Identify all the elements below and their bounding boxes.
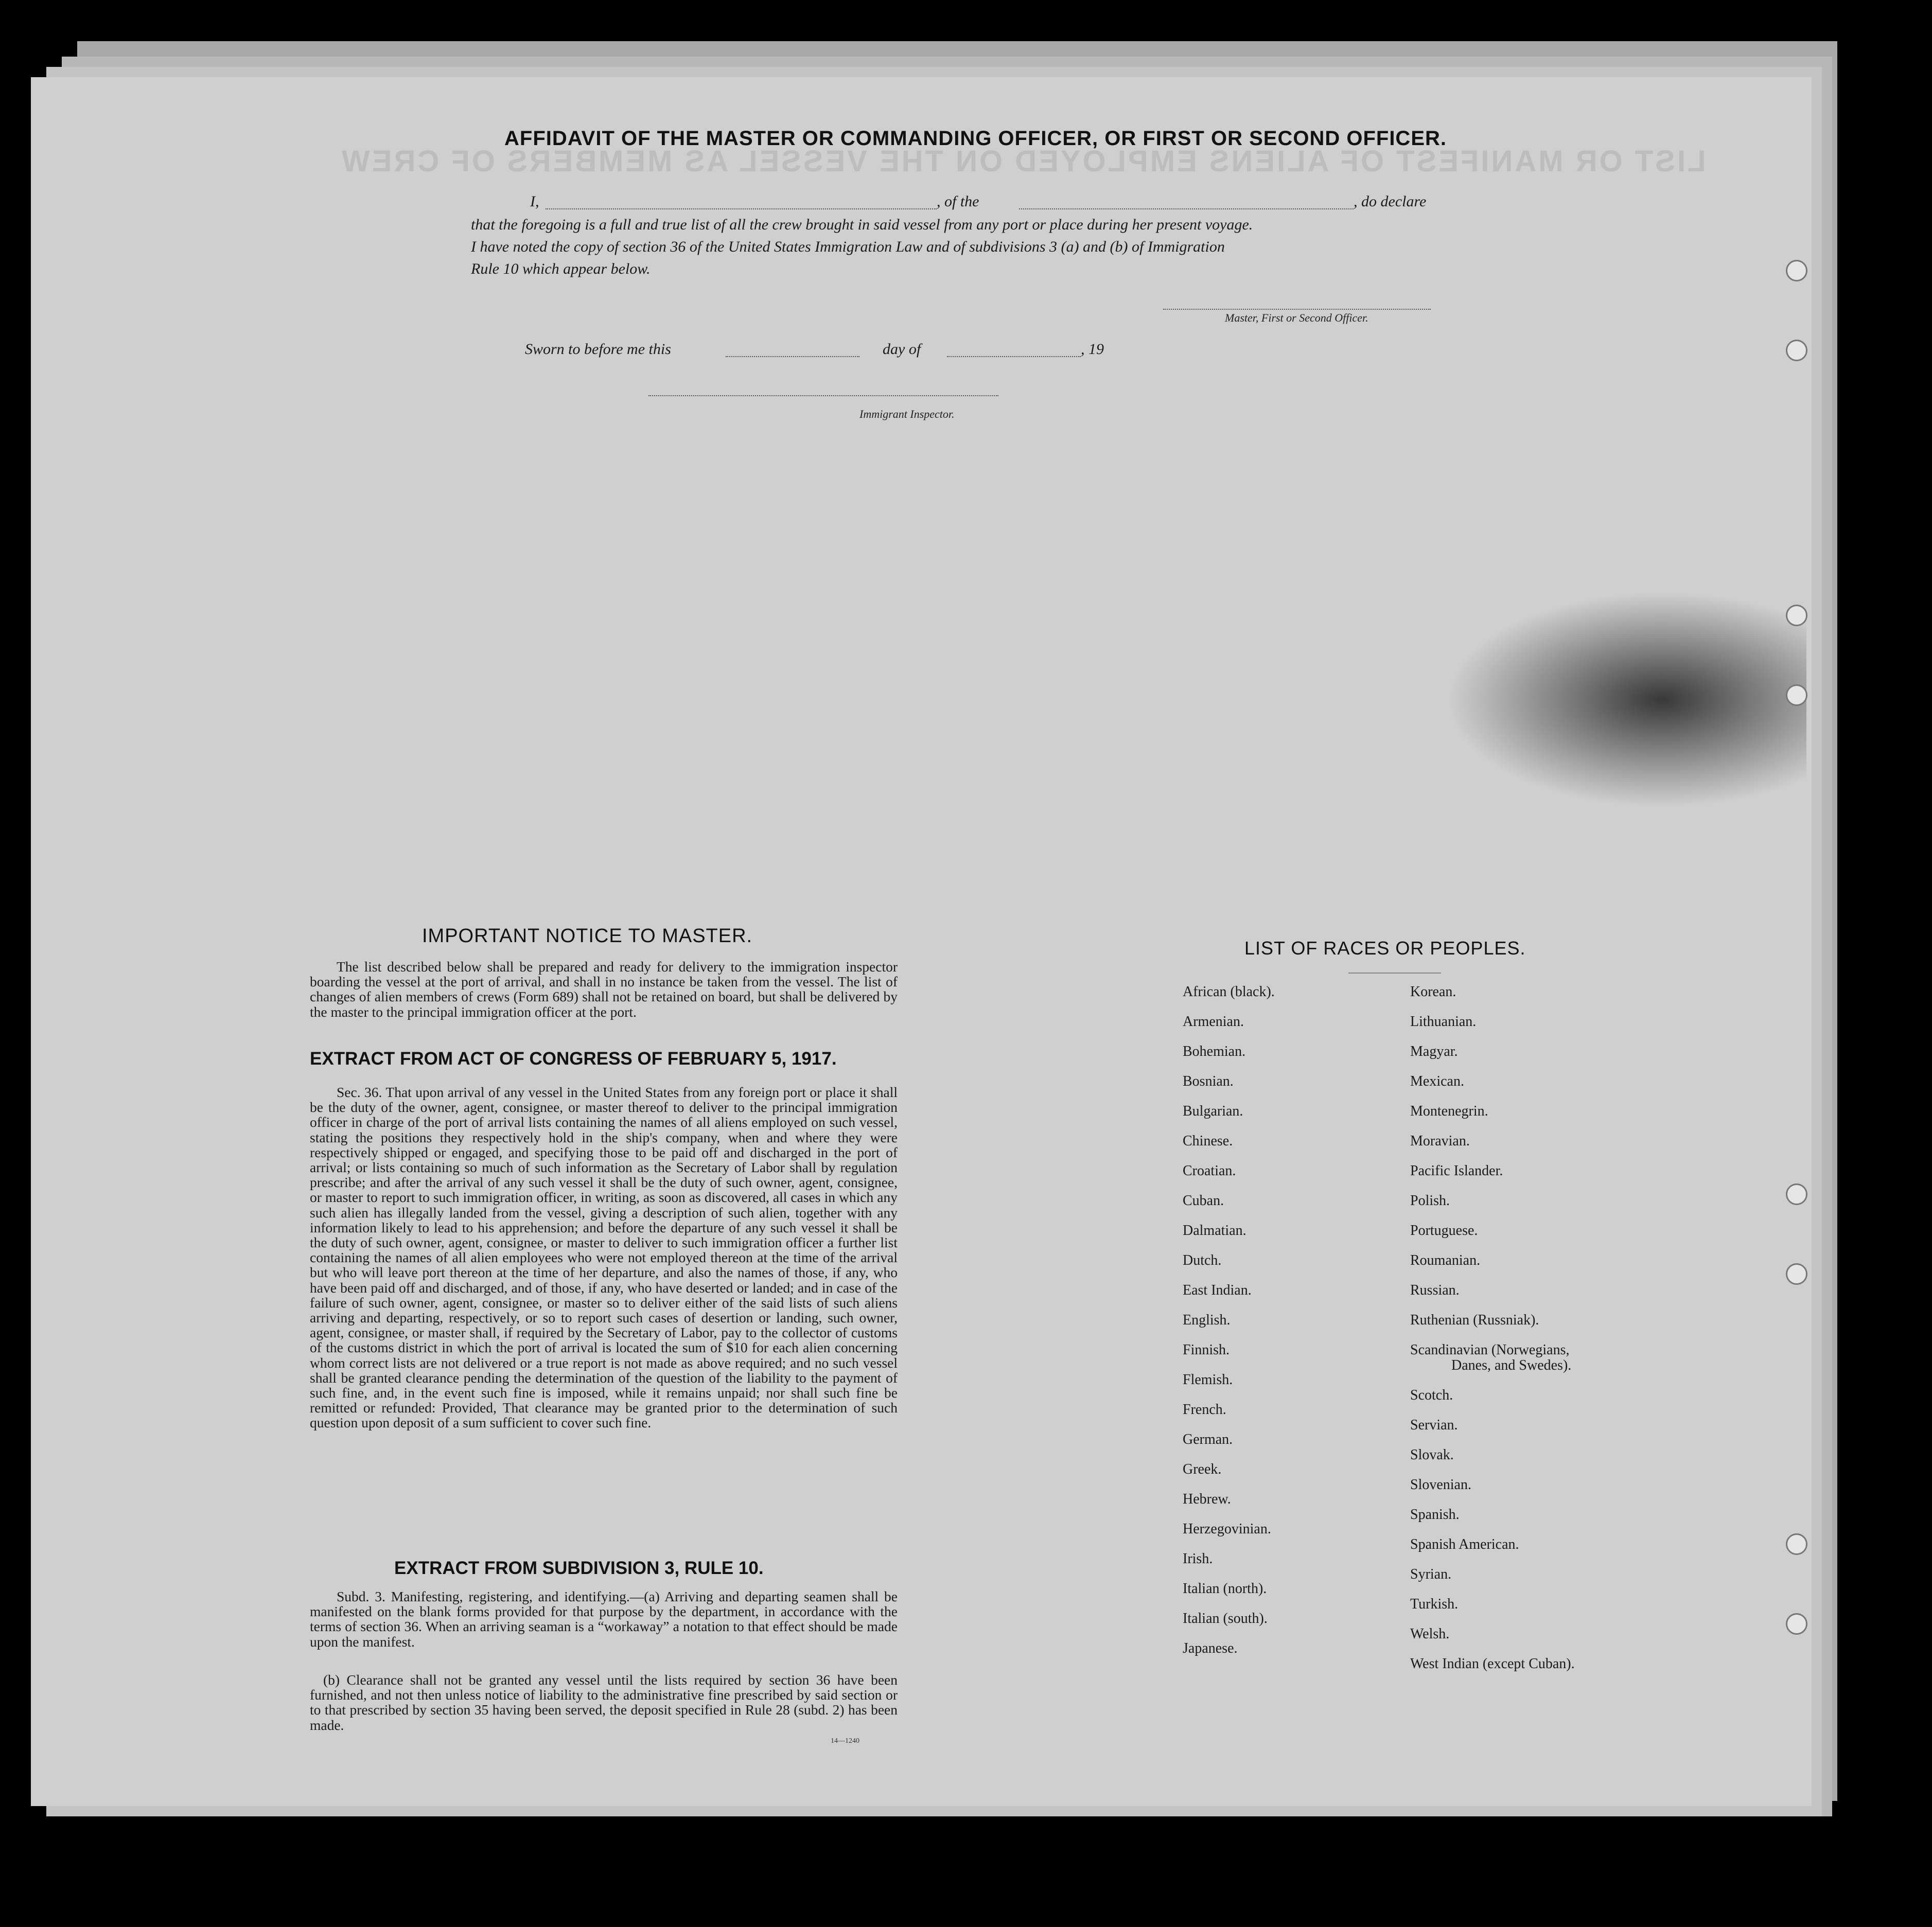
day-of-label: day of [883,341,921,358]
race-item: Servian. [1410,1417,1458,1433]
race-item: Scandinavian (Norwegians, [1410,1342,1570,1358]
race-item: Turkish. [1410,1596,1459,1612]
punch-hole [1786,1613,1807,1635]
race-item: African (black). [1183,984,1275,1000]
name-blank[interactable] [546,208,937,209]
vessel-blank[interactable] [1019,208,1354,209]
race-item: Mexican. [1410,1073,1464,1089]
affidavit-i: I, [530,193,539,210]
races-title: LIST OF RACES OR PEOPLES. [1244,938,1526,959]
inspector-signature-line[interactable] [648,395,998,396]
race-item: Slovak. [1410,1447,1454,1463]
notice-title: IMPORTANT NOTICE TO MASTER. [422,925,753,947]
document-page [31,77,1812,1806]
race-item: Italian (north). [1183,1581,1267,1597]
master-label: Master, First or Second Officer. [1225,311,1368,324]
stain [1446,592,1806,808]
race-item: Roumanian. [1410,1252,1481,1268]
punch-hole [1786,684,1807,706]
race-item: Irish. [1183,1551,1213,1567]
race-item: Spanish. [1410,1507,1460,1523]
race-item: Dutch. [1183,1252,1222,1268]
race-item: Moravian. [1410,1133,1470,1149]
day-blank[interactable] [726,356,859,357]
sworn-label: Sworn to before me this [525,341,671,358]
punch-hole [1786,605,1807,626]
race-item: Cuban. [1183,1193,1224,1209]
race-item: Korean. [1410,984,1456,1000]
extract-rule-para-a: Subd. 3. Manifesting, registering, and identifying.—(a) Arriving and departing seamen shall be manifested on the blank forms provided for that purpose by the department, in accordance with the terms of section 36. When an arriving seaman is a “workaway” a notation to that effect should be made upon the manifest. [310,1588,898,1650]
affidavit-line4: Rule 10 which appear below. [471,260,651,277]
race-item: Chinese. [1183,1133,1233,1149]
race-item: Herzegovinian. [1183,1521,1271,1537]
race-item: Bosnian. [1183,1073,1234,1089]
notice-body: The list described below shall be prepared and ready for delivery to the immigration inspector boarding the vessel at the port of arrival, and shall in no instance be taken from the vessel. The list of changes of alien members of crews (Form 689) shall not be retained on board, but shall be delivered by the master to the principal immigration officer at the port. [310,959,898,1020]
race-item: Italian (south). [1183,1611,1268,1627]
extract-rule-title: EXTRACT FROM SUBDIVISION 3, RULE 10. [394,1558,764,1578]
race-item: Syrian. [1410,1566,1452,1582]
race-item: Hebrew. [1183,1491,1231,1507]
title-rule [1348,973,1441,974]
extract-act-title: EXTRACT FROM ACT OF CONGRESS OF FEBRUARY 5, 1917. [310,1049,837,1069]
punch-hole [1786,260,1807,281]
race-item: Spanish American. [1410,1536,1519,1552]
month-blank[interactable] [947,356,1081,357]
race-item: Bohemian. [1183,1044,1246,1059]
race-item: Bulgarian. [1183,1103,1243,1119]
show-through-heading: LIST OR MANIFEST OF ALIENS EMPLOYED ON THE VESSEL AS MEMBERS OF CREW [340,145,1706,178]
race-item: Portuguese. [1410,1223,1478,1239]
race-item: Russian. [1410,1282,1460,1298]
race-item: Welsh. [1410,1626,1450,1642]
inspector-label: Immigrant Inspector. [859,408,955,420]
punch-hole [1786,1533,1807,1555]
race-item: Polish. [1410,1193,1450,1209]
race-item: Dalmatian. [1183,1223,1246,1239]
race-item: Pacific Islander. [1410,1163,1503,1179]
race-item: Lithuanian. [1410,1014,1477,1030]
race-item: Slovenian. [1410,1477,1471,1493]
race-item: Magyar. [1410,1044,1458,1059]
affidavit-line2: that the foregoing is a full and true list of all the crew brought in said vessel from any port or place during her present voyage. [471,216,1253,233]
punch-hole [1786,1183,1807,1205]
affidavit-declare: , do declare [1354,193,1427,210]
master-signature-line[interactable] [1163,309,1431,310]
form-code: 14—1240 [831,1737,859,1745]
year-label: , 19 [1081,341,1104,358]
race-item: Ruthenian (Russniak). [1410,1312,1539,1328]
race-item: West Indian (except Cuban). [1410,1656,1575,1672]
race-item: East Indian. [1183,1282,1252,1298]
race-item: French. [1183,1402,1226,1418]
extract-act-body: Sec. 36. That upon arrival of any vessel in the United States from any foreign port or place it shall be the duty of the owner, agent, consignee, or master thereof to deliver to the principal immigration officer in charge of the port of arrival lists containing the names of all aliens employed on such vessel, stating the positions they respectively hold in the ship's company, when and where they were respectively shipped or engaged, and specifying those to be paid off and discharged in the port of arrival; or lists containing so much of such information as the Secretary of Labor shall by regulation prescribe; and after the arrival of any such vessel it shall be the duty of such owner, agent, consignee, or master to report to such immigration officer, in writing, as soon as discovered, all cases in which any such alien has illegally landed from the vessel, giving a description of such alien, together with any information likely to lead to his apprehension; and before the departure of any such vessel it shall be the duty of such owner, agent, consignee, or master to deliver to such immigration officer a further list containing the names of all alien employees who were not employed thereon at the time of the arrival but who will leave port thereon at the time of her departure, and also the names of those, if any, who have been paid off and discharged, and of those, if any, who have deserted or landed; and in case of the failure of such owner, agent, consignee, or master so to deliver either of the said lists of such aliens arriving and departing, respectively, or so to report such cases of desertion or landing, such owner, agent, consignee, or master shall, if required by the Secretary of Labor, pay to the collector of customs of the customs district in which the port of arrival is located the sum of $10 for each alien concerning whom correct lists are not delivered or a true report is not made as above required; and no such vessel shall be granted clearance pending the determination of the question of the liability to the payment of such fine, and, in the event such fine is imposed, while it remains unpaid; nor shall such fine be remitted or refunded: Provided, That clearance may be granted prior to the determination of such question upon deposit of a sum sufficient to cover such fine. [310,1084,898,1431]
race-item: Scotch. [1410,1387,1453,1403]
affidavit-title: AFFIDAVIT OF THE MASTER OR COMMANDING OFFICER, OR FIRST OR SECOND OFFICER. [504,127,1447,150]
affidavit-of-the: , of the [937,193,979,210]
affidavit-line3: I have noted the copy of section 36 of the United States Immigration Law and of subdivisions 3 (a) and (b) of Immigration [471,238,1225,255]
race-item: Flemish. [1183,1372,1233,1388]
race-item: English. [1183,1312,1231,1328]
race-item: Armenian. [1183,1014,1244,1030]
race-item: Montenegrin. [1410,1103,1488,1119]
race-item: Finnish. [1183,1342,1230,1358]
race-item: Danes, and Swedes). [1451,1357,1572,1373]
race-item: Greek. [1183,1461,1222,1477]
race-item: Croatian. [1183,1163,1236,1179]
punch-hole [1786,1263,1807,1285]
punch-hole [1786,340,1807,361]
race-item: Japanese. [1183,1640,1238,1656]
extract-rule-para-b: (b) Clearance shall not be granted any vessel until the lists required by section 36 have been furnished, and not then unless notice of liability to the administrative fine prescribed by said section or to that prescribed by section 35 having been served, the deposit specified in Rule 28 (subd. 2) has been made. [310,1672,898,1733]
race-item: German. [1183,1431,1233,1447]
